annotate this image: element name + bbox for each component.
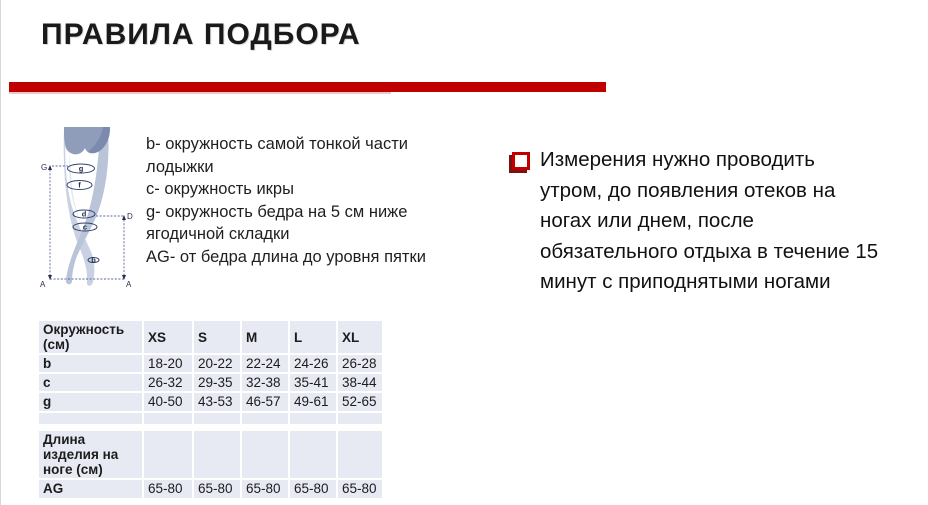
table-cell: [338, 431, 382, 478]
table-cell: [338, 413, 382, 424]
measurement-legend: [146, 133, 491, 268]
table-cell: 52-65: [338, 393, 382, 410]
checkbox-bullet-icon: [512, 152, 530, 170]
band-label-c: c: [82, 222, 88, 232]
header-cell: Окружность (см): [39, 321, 142, 353]
table-cell: 49-61: [290, 393, 336, 410]
legend-line: ягодичной складки: [146, 225, 290, 243]
table-cell: 38-44: [338, 374, 382, 391]
row-label: g: [39, 393, 142, 410]
legend-line: c- окружность икры: [146, 180, 294, 198]
table-cell: 35-41: [290, 374, 336, 391]
table-cell: 65-80: [144, 480, 192, 498]
table-row: [39, 393, 382, 410]
table-cell: [144, 431, 192, 478]
legs-measurement-figure: [37, 126, 137, 292]
header-cell: XS: [144, 321, 192, 353]
table-cell: 46-57: [242, 393, 288, 410]
table-cell: [290, 431, 336, 478]
table-row: [39, 374, 382, 391]
band-label-b: b: [91, 255, 96, 265]
table-cell: 26-28: [338, 355, 382, 372]
table-cell: 43-53: [194, 393, 240, 410]
legend-line: g- окружность бедра на 5 см ниже: [146, 202, 408, 221]
table-cell: [194, 413, 240, 424]
table-header-row: [39, 321, 382, 353]
table-row: [39, 431, 382, 478]
table-cell: [290, 413, 336, 424]
note-line: утром, до появления отеков на: [540, 178, 836, 202]
frame-label-G: G: [41, 163, 48, 172]
table-cell: 65-80: [290, 480, 336, 498]
table-cell: [242, 431, 288, 478]
measurement-note: [509, 145, 919, 298]
table-cell: 32-38: [242, 374, 288, 391]
note-text: [540, 145, 919, 298]
note-line: Измерения нужно проводить: [540, 148, 815, 171]
legend-line: b- окружность самой тонкой части: [146, 135, 408, 153]
frame-label-D: D: [127, 212, 133, 221]
header-cell: M: [242, 321, 288, 353]
row-label: Длина изделия на ноге (см): [39, 431, 142, 478]
table-row-empty: [39, 413, 382, 424]
table-cell: 29-35: [194, 374, 240, 391]
note-line: минут с приподнятыми ногами: [540, 270, 831, 293]
row-label: AG: [39, 480, 142, 498]
table-cell: 26-32: [144, 374, 192, 391]
legend-line: лодыжки: [146, 157, 214, 176]
table-cell: 22-24: [242, 355, 288, 372]
size-table: [37, 319, 384, 500]
band-label-d: d: [81, 209, 87, 219]
table-cell: 24-26: [290, 355, 336, 372]
header-cell: S: [194, 321, 240, 353]
table-cell: 65-80: [242, 480, 288, 498]
frame-label-A-right: A: [126, 280, 132, 289]
header-cell: XL: [338, 321, 382, 353]
row-label: c: [39, 374, 142, 391]
table-cell: [144, 413, 192, 424]
table-cell: 65-80: [338, 480, 382, 498]
table-cell: 40-50: [144, 393, 192, 410]
row-label: b: [39, 355, 142, 372]
table-cell: [242, 413, 288, 424]
note-line: ногах или днем, после: [540, 209, 754, 232]
row-label: [39, 413, 142, 424]
note-line: обязательного отдыха в течение 15: [540, 239, 879, 263]
frame-label-A-left: A: [40, 280, 46, 289]
band-label-f: f: [78, 180, 81, 190]
legend-line: AG- от бедра длина до уровня пятки: [146, 247, 426, 266]
table-row: [39, 480, 382, 498]
table-cell: [194, 431, 240, 478]
title-accent-underline: [9, 92, 391, 94]
band-label-g: g: [78, 164, 84, 173]
header-cell: L: [290, 321, 336, 353]
table-section-spacer: [39, 426, 382, 429]
table-cell: 65-80: [194, 480, 240, 498]
table-cell: 20-22: [194, 355, 240, 372]
table-row: [39, 355, 382, 372]
title-accent-bar: [9, 82, 606, 92]
table-cell: 18-20: [144, 355, 192, 372]
page-title: ПРАВИЛА ПОДБОРА: [41, 18, 361, 51]
